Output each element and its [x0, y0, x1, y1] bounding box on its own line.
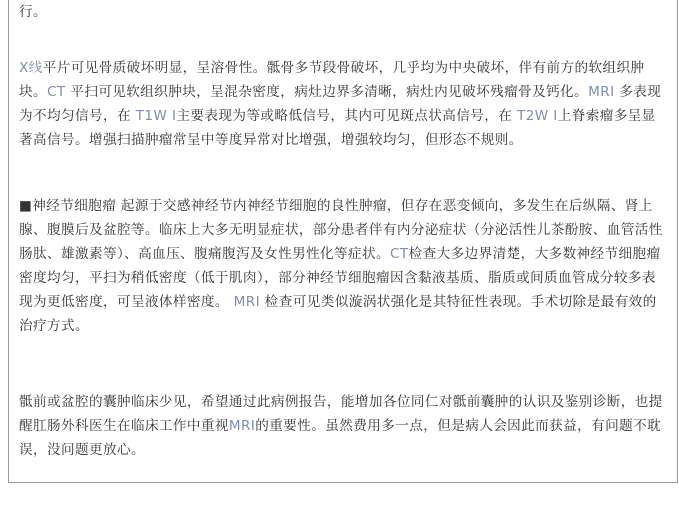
text-segment: MRI: [228, 418, 256, 434]
article-frame: [8, 0, 678, 483]
text-segment: MRI: [233, 294, 261, 310]
text-segment: 骶前或盆腔的囊肿临床少见，希望通过此病例报告，能增加各位同仁对骶前囊肿的认识及鉴别诊断，也提醒肛肠外科医生在临床工作中重视: [19, 394, 663, 434]
paragraph-conclusion: [19, 390, 669, 462]
text-segment: T1W I: [135, 108, 177, 124]
paragraph-ganglioneuroma: [19, 194, 669, 338]
text-segment: 检查可见类似漩涡状强化是其特征性表现。手术切除是最有效的治疗方式。: [19, 294, 657, 334]
text-segment: 多表现为不均匀信号，在: [19, 84, 662, 124]
text-segment: 平扫可见软组织肿块，呈混杂密度，病灶边界多清晰，病灶内见破坏残瘤骨及钙化。: [65, 84, 589, 100]
text-segment: 行。: [19, 4, 47, 20]
text-segment: 平片可见骨质破坏明显，呈溶骨性。骶骨多节段骨破坏，几乎均为中央破坏，伴有前方的软组织肿块。: [19, 60, 645, 100]
text-segment: T2W I: [516, 108, 558, 124]
text-segment: 检查大多边界清楚，大多数神经节细胞瘤密度均匀，平扫为稍低密度（低于肌肉），部分神经节细胞瘤因含黏液基质、脂质或间质血管成分较多表现为更低密度，可呈液体样密度。: [19, 246, 661, 310]
paragraph-chordoma-imaging: [19, 56, 669, 152]
text-segment: 主要表现为等或略低信号，其内可见斑点状高信号，在: [176, 108, 517, 124]
text-segment: ■神经节细胞瘤 起源于交感神经节内神经节细胞的良性肿瘤，但存在恶变倾向，多发生在后纵隔、肾上腺、腹膜后及盆腔等。临床上大多无明显症状，部分患者伴有内分泌症状（分泌活性儿茶酚胺、血管活性肠肽、雄激素等）、高血压、腹痛腹泻及女性男性化等症状。: [19, 198, 663, 262]
text-segment: MRI: [588, 84, 615, 100]
text-segment: X线: [19, 60, 43, 76]
text-segment: CT: [47, 84, 66, 100]
text-segment: 的重要性。虽然费用多一点，但是病人会因此而获益，有问题不耽误，没问题更放心。: [19, 418, 662, 458]
text-segment: CT: [390, 246, 409, 262]
paragraph-continuation: [19, 0, 669, 24]
text-segment: 上脊索瘤多呈显著高信号。增强扫描肿瘤常呈中等度异常对比增强，增强较均匀，但形态不规则。: [19, 108, 656, 148]
